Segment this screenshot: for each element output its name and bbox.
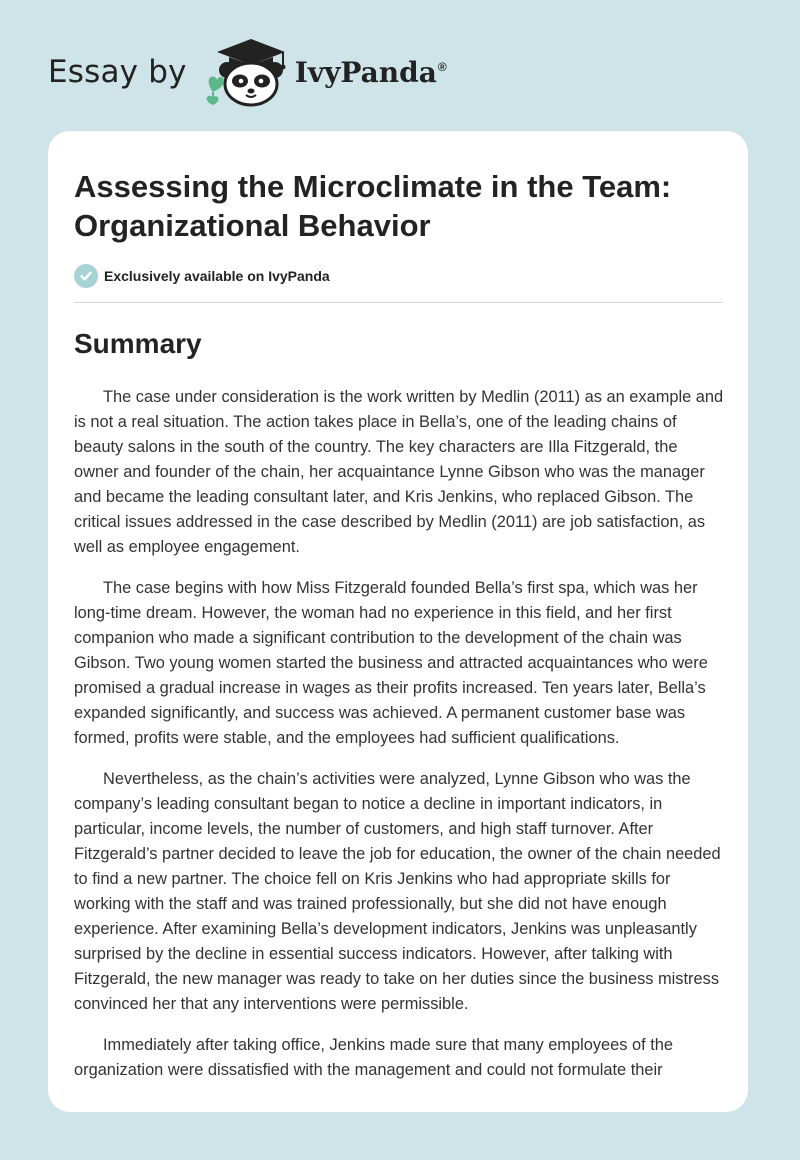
paragraph: The case begins with how Miss Fitzgerald founded Bella’s first spa, which was her long-time dream. However, the woman had no experience in this field, and her first companion who made a significant contribution to the development of the chain was Gibson. Two young women started the business and attracted acquaintances who were promised a gradual increase in wages as their profits increased. Ten years later, Bella’s expanded significantly, and success was achieved. A permanent customer base was formed, profits were stable, and the employees had sufficient qualifications. — [74, 579, 708, 747]
paragraph: Nevertheless, as the chain’s activities were analyzed, Lynne Gibson who was the company’s leading consultant began to notice a decline in important indicators, in particular, income levels, the number of customers, and high staff turnover. After Fitzgerald’s partner decided to leave the job for education, the owner of the chain needed to find a new partner. The choice fell on Kris Jenkins who had appropriate skills for working with the staff and was trained professionally, but she did not have enough experience. After examining Bella’s development indicators, Jenkins was unpleasantly surprised by the decline in essential success indicators. However, after talking with Fitzgerald, the new manager was ready to take on her duties since the business mistress convinced her that any interventions were permissible. — [74, 770, 721, 1013]
check-circle-icon — [74, 264, 98, 288]
title-divider — [74, 302, 723, 303]
essay-by-label: Essay by — [48, 54, 187, 90]
essay-body — [74, 385, 724, 1099]
ivypanda-brand-name[interactable] — [295, 56, 447, 89]
section-heading: Summary — [74, 328, 202, 359]
exclusive-badge-text: Exclusively available on IvyPanda — [104, 268, 330, 284]
essay-title: Assessing the Microclimate in the Team: Organizational Behavior — [74, 169, 672, 243]
panda-graduate-icon[interactable] — [203, 36, 295, 108]
site-header — [48, 36, 447, 108]
essay-card — [48, 131, 748, 1112]
exclusive-badge — [74, 264, 330, 288]
paragraph: The case under consideration is the work written by Medlin (2011) as an example and is not a real situation. The action takes place in Bella’s, one of the leading chains of beauty salons in the south of the country. The key characters are Illa Fitzgerald, the owner and founder of the chain, her acquaintance Lynne Gibson who was the manager and became the leading consultant later, and Kris Jenkins, who replaced Gibson. The critical issues addressed in the case described by Medlin (2011) are job satisfaction, as well as employee engagement. — [74, 388, 724, 556]
brand-name-text[interactable]: IvyPanda — [294, 55, 437, 89]
paragraph: Immediately after taking office, Jenkins made sure that many employees of the organization were dissatisfied with the management and could not formulate their — [74, 1036, 674, 1079]
registered-mark: ® — [437, 60, 447, 75]
